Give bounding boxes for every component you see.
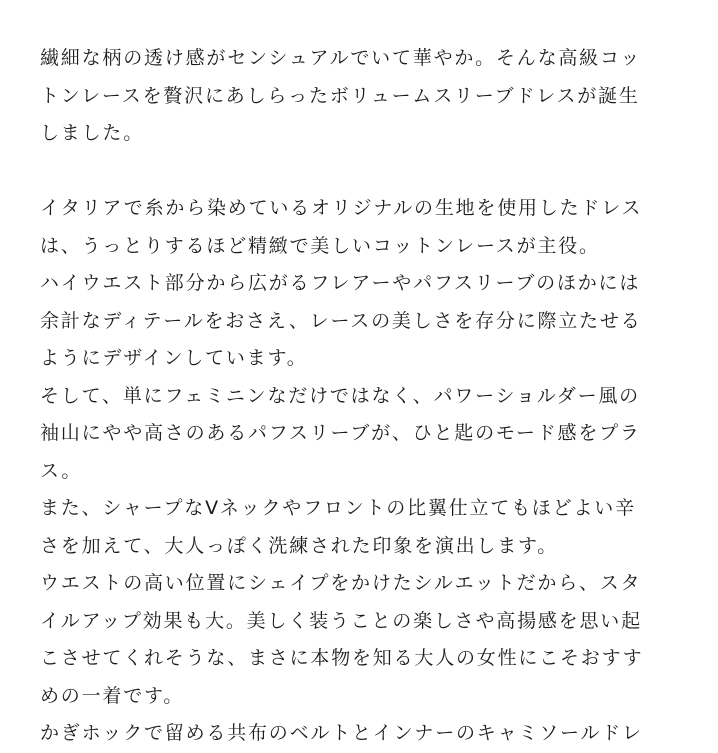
text-line: かぎホックで留める共布のベルトとインナーのキャミソールドレ: [40, 722, 643, 744]
paragraph-gap: [40, 153, 690, 191]
text-line: また、シャープなVネックやフロントの比翼仕立てもほどよい辛: [40, 497, 636, 519]
text-line: しました。: [40, 122, 145, 144]
text-line: こさせてくれそうな、まさに本物を知る大人の女性にこそおすす: [40, 647, 644, 669]
text-line: さを加えて、大人っぽく洗練された印象を演出します。: [40, 534, 559, 557]
intro-paragraph: [40, 40, 690, 153]
text-line: ス。: [40, 459, 83, 482]
text-line: ようにデザインしています。: [40, 347, 308, 369]
text-line: イルアップ効果も大。美しく装うことの楽しさや高揚感を思い起: [40, 609, 642, 632]
text-line: ウエストの高い位置にシェイプをかけたシルエットだから、スタ: [40, 572, 642, 594]
text-line: イタリアで糸から染めているオリジナルの生地を使用したドレス: [40, 197, 643, 219]
text-line: 余計なディテールをおさえ、レースの美しさを存分に際立たせる: [40, 309, 642, 332]
text-line: めの一着です。: [40, 684, 185, 707]
text-line: は、うっとりするほど精緻で美しいコットンレースが主役。: [40, 234, 600, 257]
text-line: そして、単にフェミニンなだけではなく、パワーショルダー風の: [40, 384, 640, 407]
text-line: トンレースを贅沢にあしらったボリュームスリーブドレスが誕生: [40, 84, 640, 107]
text-line: 繊細な柄の透け感がセンシュアルでいて華やか。そんな高級コッ: [40, 47, 642, 69]
description-text: [40, 40, 690, 753]
text-line: 袖山にやや高さのあるパフスリーブが、ひと匙のモード感をプラ: [40, 422, 641, 444]
body-paragraph: [40, 190, 690, 753]
text-line: ハイウエスト部分から広がるフレアーやパフスリーブのほかには: [40, 272, 641, 294]
